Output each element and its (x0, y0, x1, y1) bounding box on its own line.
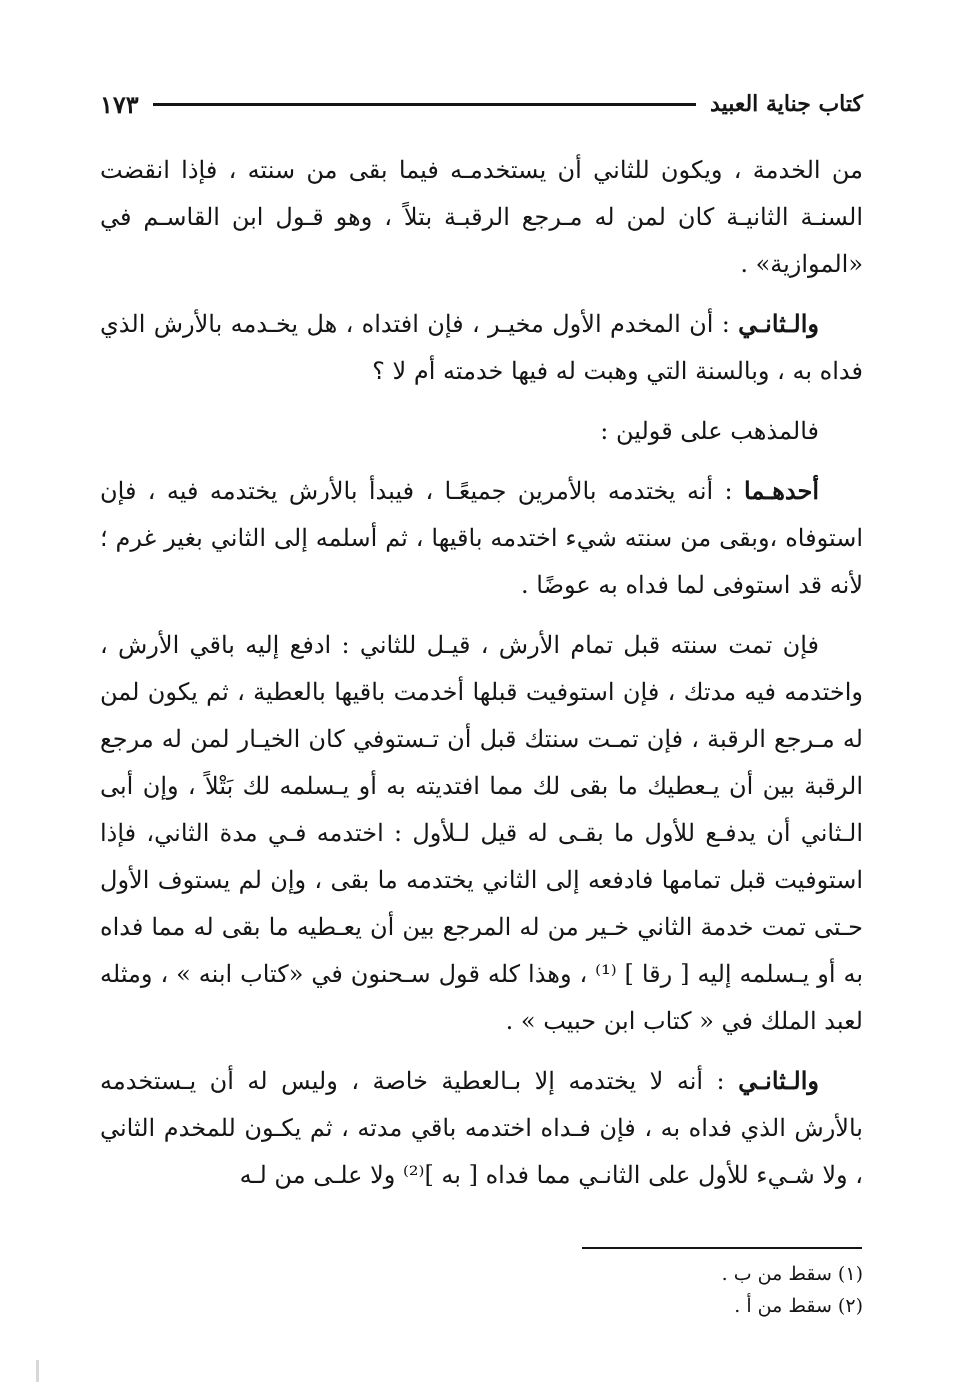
paragraph (100, 300, 863, 395)
footnote: (٢) سقط من أ . (734, 1295, 863, 1317)
chapter-title: كتاب جناية العبيد (710, 91, 863, 117)
paragraph-lead: والـثانـي (738, 1066, 819, 1095)
footnote-separator (582, 1247, 862, 1249)
paragraph (100, 467, 863, 609)
paragraph-lead: أحدهـما (744, 476, 819, 505)
paragraph (100, 146, 863, 288)
paragraph-text: : أن المخدم الأول مخيـر ، فإن افتداه ، هل يخـدمه بالأرش الذي فداه به ، وبالسنة التي وهبت له فيها خدمته أم لا ؟ (100, 310, 863, 385)
footnote: (١) سقط من ب . (721, 1263, 863, 1285)
page-number: ١٧٣ (100, 89, 139, 119)
paragraph-text: : أنه لا يختدمه إلا بـالعطية خاصة ، وليس له أن يـستخدمه بالأرش الذي فداه به ، فإن فـداه اختدمه باقي مدته ، ثم يكـون للمخدم الثاني ، ولا شـيء للأول على الثانـي مما فداه [ به ]⁽²⁾ ولا علـى من لـه (100, 1067, 863, 1189)
paragraph (100, 1057, 863, 1199)
header-rule (153, 103, 696, 106)
paragraph (100, 407, 863, 455)
paragraph-text: فالمذهب على قولين : (600, 417, 819, 445)
paragraph-lead: والـثانـي (738, 309, 819, 338)
main-text (100, 146, 863, 1211)
running-header (100, 84, 863, 124)
footnotes (100, 1258, 863, 1322)
paragraph (100, 621, 863, 1045)
paragraph-text: من الخدمة ، ويكون للثاني أن يستخدمـه فيما بقى من سنته ، فإذا انقضت السنـة الثانيـة كان لمن له مـرجع الرقبـة بتلاً ، وهو قـول ابن القاسـم في «الموازية» . (100, 156, 863, 278)
scan-edge-mark (36, 1360, 39, 1382)
paragraph-text: فإن تمت سنته قبل تمام الأرش ، قيـل للثاني : ادفع إليه باقي الأرش ، واختدمه فيه مدتك ، فإن استوفيت قبلها أخدمت باقيها بالعطية ، ثم يكون لمن له مـرجع الرقبة ، فإن تمـت سنتك قبل أن تـستوفي كان الخيـار لمن له مرجع الرقبة بين أن يـعطيك ما بقى لك مما افتديته به أو يـسلمه لك بَتْلاً ، وإن أبى الـثاني أن يدفـع للأول ما بقـى له قيل لـلأول : اختدمه فـي مدة الثاني، فإذا استوفيت قبل تمامها فادفعه إلى الثاني يختدمه ما بقى ، وإن لم يستوف الأول حـتى تمت خدمة الثاني خـير من له المرجع بين أن يعـطيه ما بقى له مما فداه به أو يـسلمه إليه [ رقا ] ⁽¹⁾ ، وهذا كله قول سـحنون في «كتاب ابنه » ، ومثله لعبد الملك في « كتاب ابن حبيب » . (100, 631, 863, 1035)
paragraph-text: : أنه يختدمه بالأمرين جميعًـا ، فيبدأ بالأرش يختدمه فيه ، فإن استوفاه ،وبقى من سنته شيء اختدمه باقيها ، ثم أسلمه إلى الثاني بغير غرم ؛ لأنه قد استوفى لما فداه به عوضًا . (100, 477, 863, 599)
